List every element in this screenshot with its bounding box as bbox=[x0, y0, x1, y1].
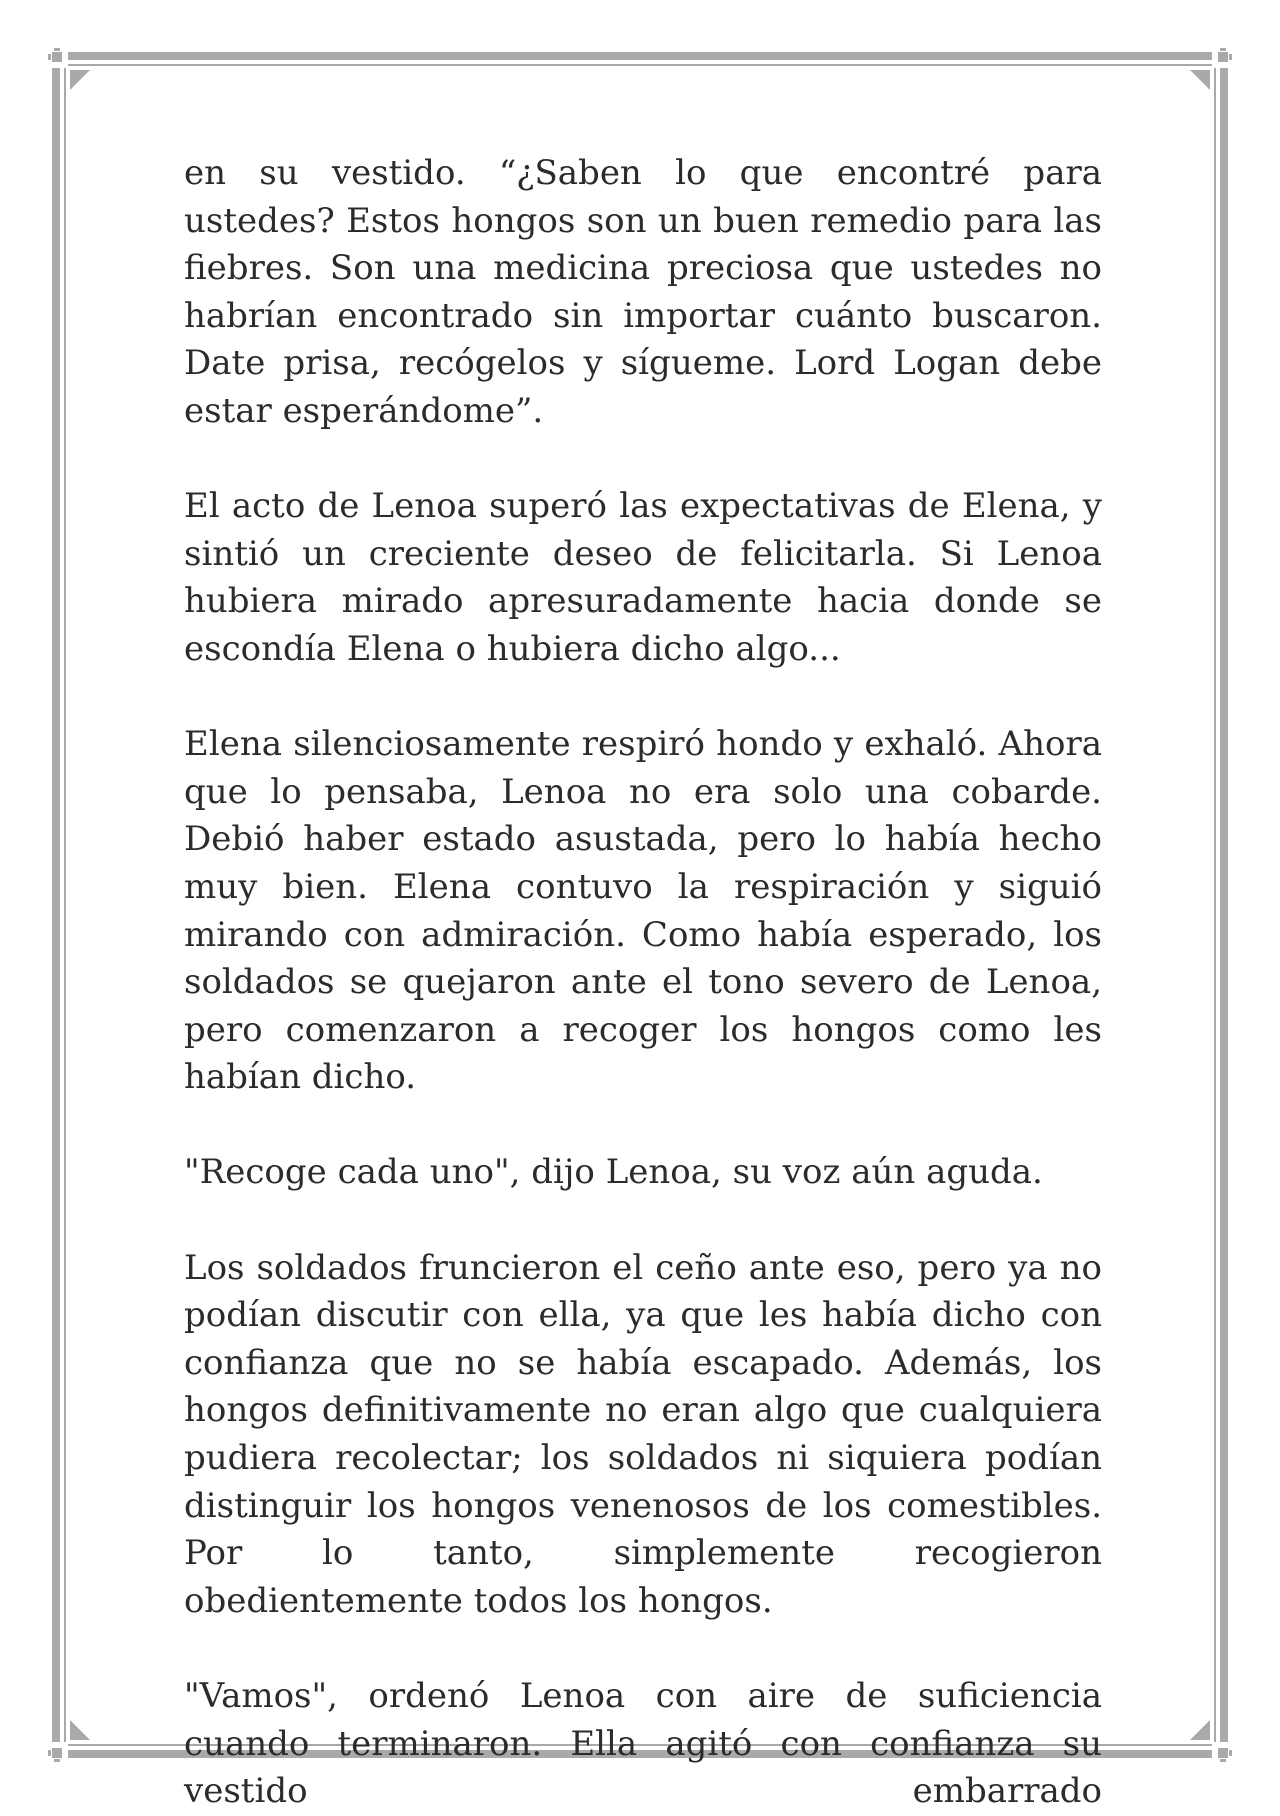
corner-square-tl bbox=[52, 52, 62, 62]
paragraph-1: en su vestido. “¿Saben lo que encontré para ustedes? Estos hongos son un buen remedio para las fiebres. Son una medicina preciosa que ustedes no habrían encontrado sin importar cuánto buscaron. Date prisa, recógelos y sígueme. Lord Logan debe estar esperándome”. bbox=[184, 153, 1102, 431]
border-right bbox=[1220, 68, 1228, 1742]
paragraph-2: El acto de Lenoa superó las expectativas de Elena, y sintió un creciente deseo de felicitarla. Si Lenoa hubiera mirado apresuradamente hacia donde se escondía Elena o hubiera dicho algo... bbox=[184, 486, 1102, 669]
paragraph-6: "Vamos", ordenó Lenoa con aire de suficiencia cuando terminaron. Ella agitó con confianza su vestido embarrado bbox=[184, 1676, 1102, 1812]
body-text bbox=[184, 150, 1102, 1816]
border-left bbox=[52, 68, 60, 1742]
corner-triangle-tr bbox=[1190, 70, 1210, 90]
paragraph-3: Elena silenciosamente respiró hondo y exhaló. Ahora que lo pensaba, Lenoa no era solo una cobarde. Debió haber estado asustada, pero lo había hecho muy bien. Elena contuvo la respiración y siguió mirando con admiración. Como había esperado, los soldados se quejaron ante el tono severo de Lenoa, pero comenzaron a recoger los hongos como les habían dicho. bbox=[184, 724, 1102, 1098]
corner-square-bl bbox=[52, 1748, 62, 1758]
paragraph-5: Los soldados fruncieron el ceño ante eso, pero ya no podían discutir con ella, ya que les había dicho con confianza que no se había escapado. Además, los hongos definitivamente no eran algo que cualquiera pudiera recolectar; los soldados ni siquiera podían distinguir los hongos venenosos de los comestibles. Por lo tanto, simplemente recogieron obedientemente todos los hongos. bbox=[184, 1247, 1102, 1621]
paragraph-4: "Recoge cada uno", dijo Lenoa, su voz aún aguda. bbox=[184, 1152, 1043, 1193]
corner-square-tr bbox=[1218, 52, 1228, 62]
corner-triangle-tl bbox=[70, 70, 90, 90]
corner-square-br bbox=[1218, 1748, 1228, 1758]
border-top bbox=[68, 52, 1212, 60]
corner-triangle-br bbox=[1190, 1720, 1210, 1740]
corner-triangle-bl bbox=[70, 1720, 90, 1740]
